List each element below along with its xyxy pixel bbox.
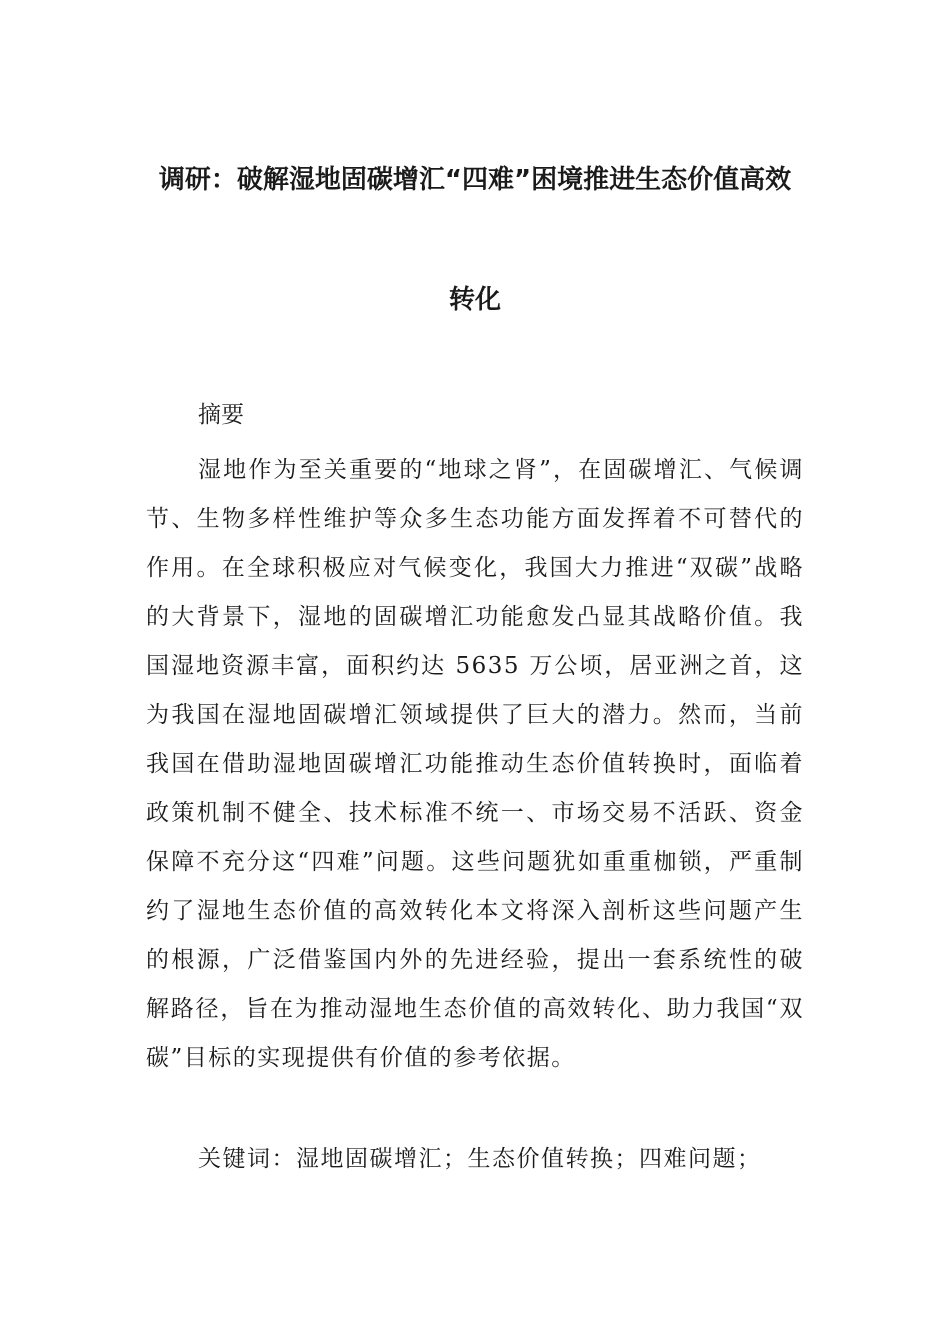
document-title-line-1: 调研：破解湿地固碳增汇“四难”困境推进生态价值高效 [158,165,792,195]
abstract-heading: 摘要 [198,402,244,428]
abstract-body: 湿地作为至关重要的“地球之肾”，在固碳增汇、气候调节、生物多样性维护等众多生态功能方面发挥着不可替代的作用。在全球积极应对气候变化，我国大力推进“双碳”战略的大背景下，湿地的固碳增汇功能愈发凸显其战略价值。我国湿地资源丰富，面积约达 5635 万公顷，居亚洲之首，这为我国在湿地固碳增汇领域提供了巨大的潜力。然而，当前我国在借助湿地固碳增汇功能推动生态价值转换时，面临着政策机制不健全、技术标准不统一、市场交易不活跃、资金保障不充分这“四难”问题。这些问题犹如重重枷锁，严重制约了湿地生态价值的高效转化本文将深入剖析这些问题产生的根源，广泛借鉴国内外的先进经验，提出一套系统性的破解路径，旨在为推动湿地生态价值的高效转化、助力我国“双碳”目标的实现提供有价值的参考依据。 [146,457,804,1071]
keywords-line: 关键词：湿地固碳增汇；生态价值转换；四难问题； [198,1146,762,1172]
document-title-line-2: 转化 [448,285,501,315]
